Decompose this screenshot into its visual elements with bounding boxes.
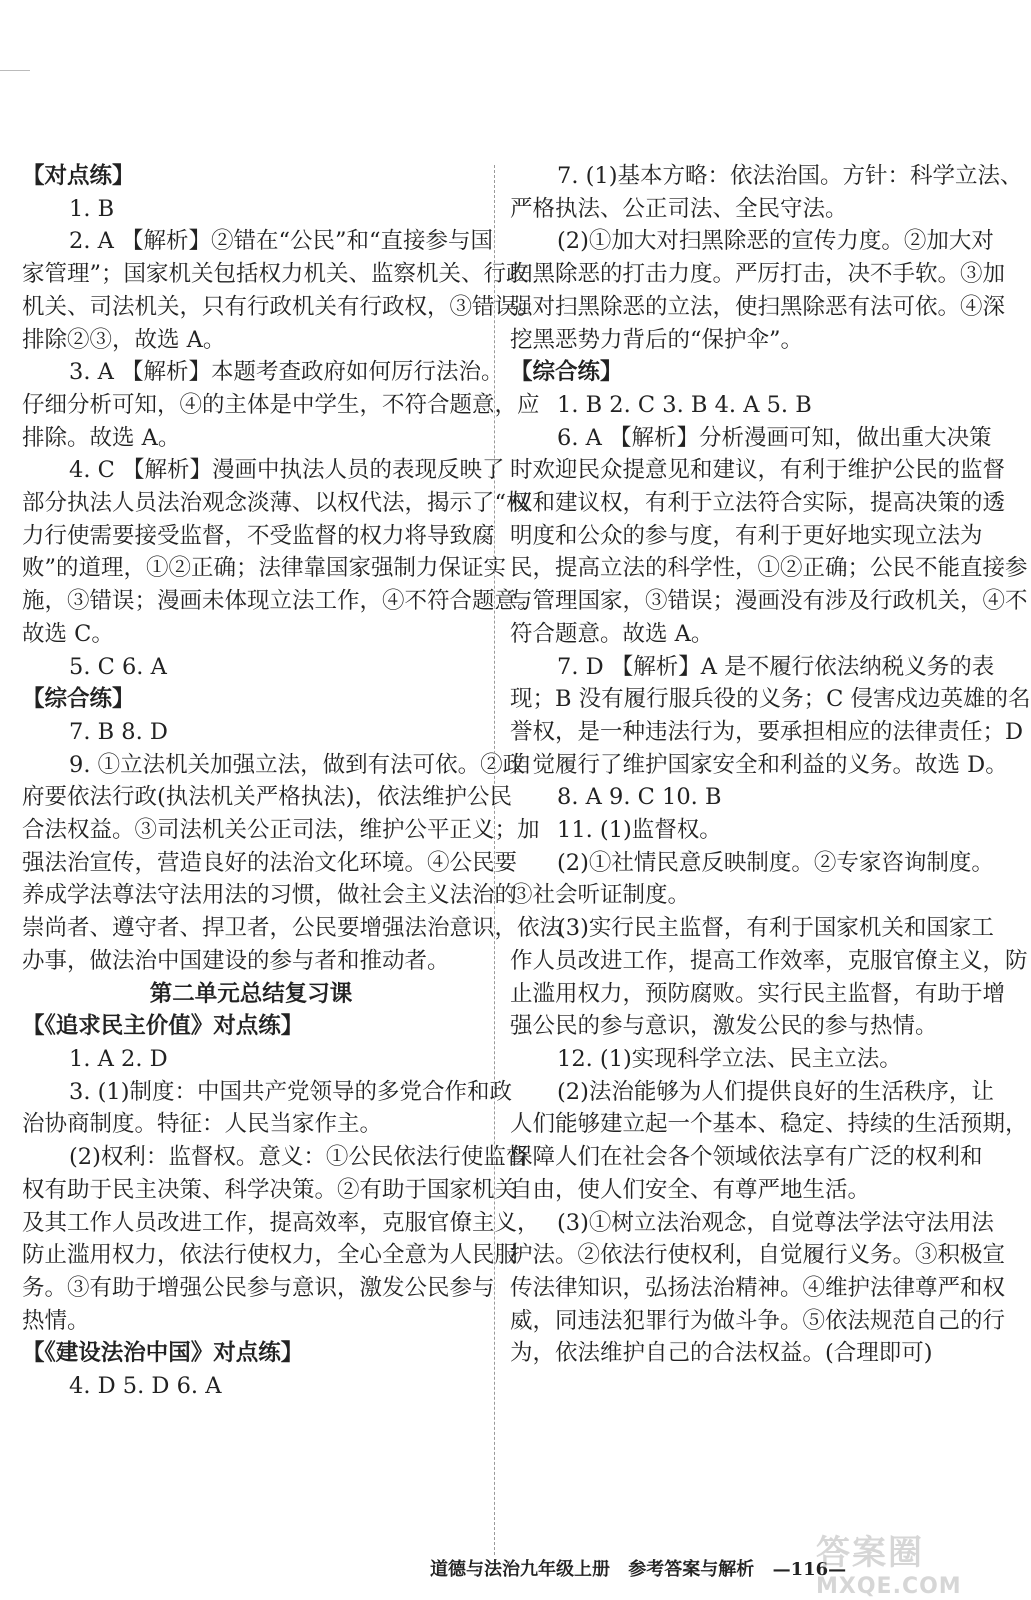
text-line: 施，③错误；漫画未体现立法工作，④不符合题意。 (22, 588, 540, 615)
text-line: 7. D 【解析】A 是不履行依法纳税义务的表 (557, 653, 995, 680)
text-line: (3)①树立法治观念，自觉尊法学法守法用法 (557, 1209, 994, 1236)
text-line: ③社会听证制度。 (510, 882, 691, 909)
text-line: 4. D 5. D 6. A (69, 1373, 222, 1400)
text-line: 养成学法尊法守法用法的习惯，做社会主义法治的 (22, 882, 518, 909)
text-line: 1. B (69, 195, 115, 222)
text-line: 9. ①立法机关加强立法，做到有法可依。②政 (69, 751, 526, 778)
left-column (22, 160, 563, 1403)
text-line: 严格执法、公正司法、全民守法。 (510, 195, 848, 222)
text-line: 挖黑恶势力背后的“保护伞”。 (510, 326, 804, 353)
text-line: 强对扫黑除恶的立法，使扫黑除恶有法可依。④深 (510, 293, 1006, 320)
text-line: 自由，使人们安全、有尊严地生活。 (510, 1176, 871, 1203)
text-line: 排除。故选 A。 (22, 424, 181, 451)
watermark-logo (816, 1525, 976, 1599)
text-line: 力行使需要接受监督，不受监督的权力将导致腐 (22, 522, 495, 549)
section-heading: 【对点练】 (22, 163, 135, 189)
text-line: 时欢迎民众提意见和建议，有利于维护公民的监督 (510, 457, 1006, 484)
text-line: 家管理”；国家机关包括权力机关、监察机关、行政 (22, 261, 529, 288)
text-line: 崇尚者、遵守者、捍卫者，公民要增强法治意识，依法 (22, 915, 563, 942)
text-line: (2)法治能够为人们提供良好的生活秩序，让 (557, 1078, 994, 1105)
text-line: 7. B 8. D (69, 718, 168, 745)
text-line: 故选 C。 (22, 620, 114, 647)
text-line: 排除②③，故选 A。 (22, 326, 226, 353)
text-line: 8. A 9. C 10. B (557, 784, 722, 811)
text-line: 威，同违法犯罪行为做斗争。⑤依法规范自己的行 (510, 1307, 1006, 1334)
text-line: 11. (1)监督权。 (557, 817, 722, 844)
page-footer (430, 1555, 858, 1581)
text-line: 务。③有助于增强公民参与意识，激发公民参与 (22, 1274, 495, 1301)
footer-book-title: 道德与法治九年级上册 (430, 1559, 610, 1580)
footer-section-title: 参考答案与解析 (628, 1559, 755, 1580)
text-line: 合法权益。③司法机关公正司法，维护公平正义；加 (22, 817, 540, 844)
text-line: 保障人们在社会各个领域依法享有广泛的权利和 (510, 1144, 983, 1171)
text-line: 护法。②依法行使权利，自觉履行义务。③积极宣 (510, 1242, 1006, 1269)
text-line: (2)①加大对扫黑除恶的宣传力度。②加大对 (557, 228, 994, 255)
text-line: 4. C 【解析】漫画中执法人员的表现反映了 (69, 457, 505, 484)
page-number: —116— (772, 1559, 847, 1580)
text-line: 权和建议权，有利于立法符合实际，提高决策的透 (510, 490, 1006, 517)
section-heading: 【《追求民主价值》对点练】 (22, 1013, 304, 1040)
text-line: 为，依法维护自己的合法权益。(合理即可) (510, 1340, 933, 1367)
section-heading: 【综合练】 (510, 359, 623, 386)
page-edge-mark (0, 70, 30, 71)
text-line: 人们能够建立起一个基本、稳定、持续的生活预期， (510, 1111, 1028, 1138)
text-line: 防止滥用权力，依法行使权力，全心全意为人民服 (22, 1242, 518, 1269)
text-line: 民，提高立法的科学性，①②正确；公民不能直接参 (510, 555, 1028, 582)
text-line: (3)实行民主监督，有利于国家机关和国家工 (557, 915, 994, 942)
text-line: 2. A 【解析】②错在“公民”和“直接参与国 (69, 228, 494, 255)
text-line: 强法治宣传，营造良好的法治文化环境。④公民要 (22, 849, 518, 876)
section-heading: 【《建设法治中国》对点练】 (22, 1340, 304, 1367)
text-line: 明度和公众的参与度，有利于更好地实现立法为 (510, 522, 983, 549)
text-line: 治协商制度。特征：人民当家作主。 (22, 1111, 383, 1138)
text-line: (2)①社情民意反映制度。②专家咨询制度。 (557, 849, 994, 876)
section-heading: 【综合练】 (22, 686, 135, 713)
text-line: 5. C 6. A (69, 653, 167, 680)
watermark-title: 答案圈 (816, 1533, 924, 1573)
text-line: 与管理国家，③错误；漫画没有涉及行政机关，④不 (510, 588, 1028, 615)
text-line: 府要依法行政(执法机关严格执法)，依法维护公民 (22, 784, 513, 811)
text-line: 3. (1)制度：中国共产党领导的多党合作和政 (69, 1078, 512, 1105)
column-divider (494, 165, 495, 1555)
text-line: 6. A 【解析】分析漫画可知，做出重大决策 (557, 424, 992, 451)
text-line: 作人员改进工作，提高工作效率，克服官僚主义，防 (510, 947, 1028, 974)
text-line: 扫黑除恶的打击力度。严厉打击，决不手软。③加 (510, 261, 1006, 288)
text-line: 强公民的参与意识，激发公民的参与热情。 (510, 1013, 938, 1040)
text-line: (2)权利：监督权。意义：①公民依法行使监督 (69, 1144, 529, 1171)
text-line: 权有助于民主决策、科学决策。②有助于国家机关 (22, 1176, 518, 1203)
text-line: 败”的道理，①②正确；法律靠国家强制力保证实 (22, 555, 507, 582)
text-line: 办事，做法治中国建设的参与者和推动者。 (22, 947, 450, 974)
text-line: 1. A 2. D (69, 1045, 168, 1072)
text-line: 誉权，是一种违法行为，要承担相应的法律责任；D (510, 718, 1024, 745)
text-line: 自觉履行了维护国家安全和利益的义务。故选 D。 (510, 751, 1008, 778)
text-line: 仔细分析可知，④的主体是中学生，不符合题意，应 (22, 391, 540, 418)
unit-title: 第二单元总结复习课 (149, 980, 353, 1007)
watermark-url: MXQE.COM (816, 1574, 962, 1599)
text-line: 机关、司法机关，只有行政机关有行政权，③错误。 (22, 293, 540, 320)
text-line: 3. A 【解析】本题考查政府如何厉行法治。 (69, 359, 504, 386)
right-column (510, 160, 1031, 1370)
text-line: 现；B 没有履行服兵役的义务；C 侵害戍边英雄的名 (510, 686, 1031, 713)
text-line: 符合题意。故选 A。 (510, 620, 714, 647)
text-line: 止滥用权力，预防腐败。实行民主监督，有助于增 (510, 980, 1006, 1007)
text-line: 热情。 (22, 1307, 90, 1334)
text-line: 12. (1)实现科学立法、民主立法。 (557, 1045, 902, 1072)
text-line: 部分执法人员法治观念淡薄、以权代法，揭示了“权 (22, 490, 529, 517)
text-line: 7. (1)基本方略：依法治国。方针：科学立法、 (557, 163, 1023, 189)
text-line: 及其工作人员改进工作，提高效率，克服官僚主义， (22, 1209, 540, 1236)
text-line: 传法律知识，弘扬法治精神。④维护法律尊严和权 (510, 1274, 1006, 1301)
text-line: 1. B 2. C 3. B 4. A 5. B (557, 391, 812, 418)
